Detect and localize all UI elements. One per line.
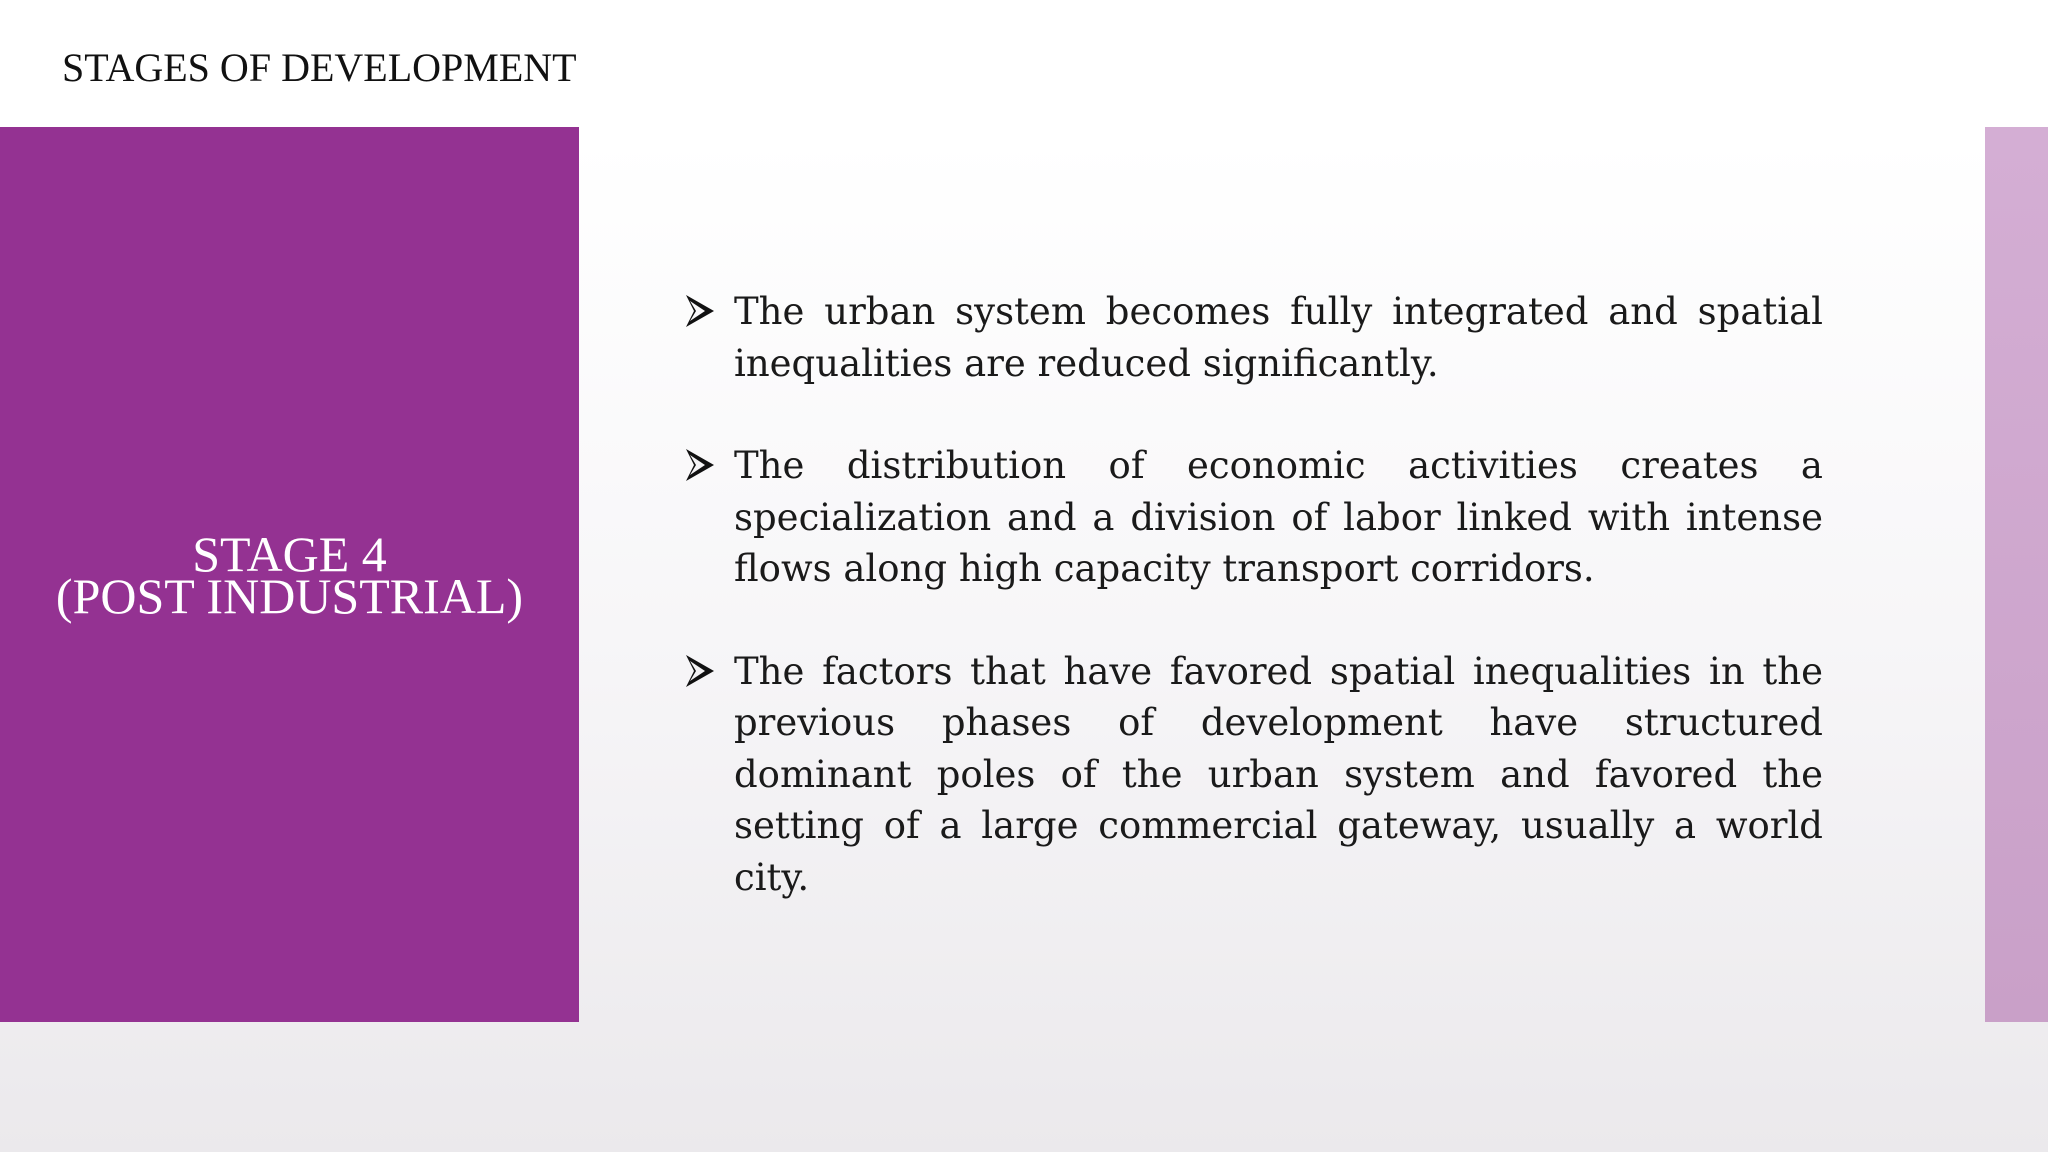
stage-number: STAGE 4 xyxy=(192,525,387,582)
stage-label: (POST INDUSTRIAL) xyxy=(55,567,524,624)
arrowhead-bullet-icon xyxy=(685,294,715,328)
content-area xyxy=(685,286,1823,954)
bullet-text: The distribution of economic activities creates a specialization and a division of labor linked with intense flows along high capacity transport corridors. xyxy=(734,444,1823,590)
bullet-item xyxy=(685,286,1823,389)
stage-panel xyxy=(0,127,579,1022)
slide-title: STAGES OF DEVELOPMENT xyxy=(62,45,577,90)
arrowhead-bullet-icon xyxy=(685,448,715,482)
bullet-text: The factors that have favored spatial inequalities in the previous phases of development have structured dominant poles of the urban system and favored the setting of a large commercial gateway, usually a world city. xyxy=(734,649,1823,899)
bullet-list xyxy=(685,286,1823,903)
bullet-item xyxy=(685,440,1823,595)
bullet-item xyxy=(685,646,1823,904)
bullet-text: The urban system becomes fully integrated and spatial inequalities are reduced significantly. xyxy=(734,290,1823,385)
accent-strip xyxy=(1985,127,2048,1022)
arrowhead-bullet-icon xyxy=(685,654,715,688)
